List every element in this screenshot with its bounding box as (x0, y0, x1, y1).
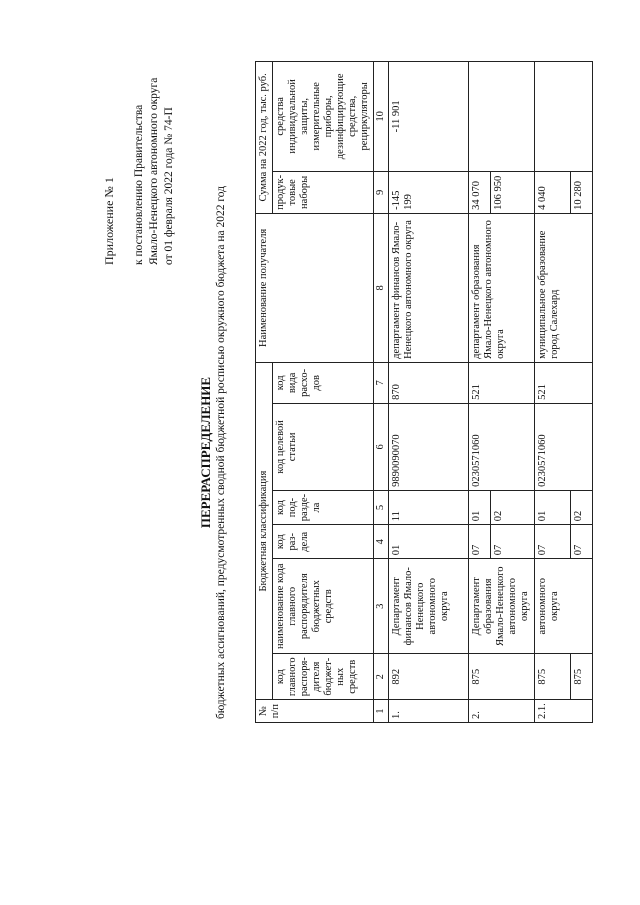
header-row (256, 61, 273, 722)
target-code: 9890090070 (389, 403, 469, 490)
column-number: 6 (374, 403, 389, 490)
food-sets-amount: 106 950 (491, 171, 535, 213)
row-num: 2.1. (535, 700, 593, 723)
section-code: 07 (535, 525, 571, 559)
appendix-title: Приложение № 1 (102, 177, 116, 265)
gr-code: 892 (389, 654, 469, 700)
header-section-code: код раз-дела (273, 525, 374, 559)
gr-name: Департамент финансов Ямало-Ненецкого автономного округа (389, 559, 469, 654)
column-number: 4 (374, 525, 389, 559)
gr-code: 875 (571, 654, 593, 700)
column-number: 3 (374, 559, 389, 654)
header-num: № п/п (256, 700, 374, 723)
gr-code: 875 (535, 654, 571, 700)
header-food-sets: продук-товые наборы (273, 171, 374, 213)
header-gr-name: наименование кода главного распорядителя бюджетных средств (273, 559, 374, 654)
food-sets-amount: 4 040 (535, 171, 571, 213)
table-row (469, 61, 491, 722)
column-number: 1 (374, 700, 389, 723)
column-number-row (374, 61, 389, 722)
header-row (273, 61, 374, 722)
protection-amount (469, 61, 535, 171)
subsection-code: 02 (571, 490, 593, 524)
section-code: 01 (389, 525, 469, 559)
subsection-code: 02 (491, 490, 535, 524)
header-subsection-code: код под-разде-ла (273, 490, 374, 524)
header-recipient-name: Наименование получателя (256, 213, 374, 362)
appendix-reference-line: к постановлению Правительства (133, 104, 145, 265)
appendix-reference-line: от 01 февраля 2022 года № 74-П (163, 107, 175, 265)
subsection-code: 01 (535, 490, 571, 524)
header-sum-2022: Сумма на 2022 год, тыс. руб. (256, 61, 273, 213)
header-gr-code: код главного распоря-дителя бюджет-ных средств (273, 654, 374, 700)
section-code: 07 (469, 525, 491, 559)
expense-type-code: 870 (389, 362, 469, 403)
gr-code: 875 (469, 654, 535, 700)
column-number: 8 (374, 213, 389, 362)
expense-type-code: 521 (535, 362, 593, 403)
header-protection: средства индивидуальной защиты, измерительные приборы, дезинфицирующие средства, рециркуляторы (273, 61, 374, 171)
table-row (535, 61, 571, 722)
table-row (389, 61, 469, 722)
recipient-name: департамент образования Ямало-Ненецкого автономного округа (469, 213, 535, 362)
budget-table (255, 61, 593, 723)
target-code: 0230571060 (535, 403, 593, 490)
header-target-code: код целевой статьи (273, 403, 374, 490)
expense-type-code: 521 (469, 362, 535, 403)
food-sets-amount: 10 280 (571, 171, 593, 213)
subsection-code: 01 (469, 490, 491, 524)
food-sets-amount: 34 070 (469, 171, 491, 213)
header-expense-type-code: код вида расхо-дов (273, 362, 374, 403)
recipient-name: муниципальное образование город Салехард (535, 213, 593, 362)
subsection-code: 11 (389, 490, 469, 524)
column-number: 2 (374, 654, 389, 700)
column-number: 10 (374, 61, 389, 171)
section-code: 07 (491, 525, 535, 559)
gr-name: Департамент образования Ямало-Ненецкого автономного округа (469, 559, 535, 654)
protection-amount: -11 901 (389, 61, 469, 171)
protection-amount (535, 61, 593, 171)
row-num: 2. (469, 700, 535, 723)
appendix-reference (132, 15, 177, 265)
food-sets-amount: -145 199 (389, 171, 469, 213)
recipient-name: департамент финансов Ямало-Ненецкого автономного округа (389, 213, 469, 362)
section-code: 07 (571, 525, 593, 559)
column-number: 9 (374, 171, 389, 213)
target-code: 0230571060 (469, 403, 535, 490)
header-budget-classification: Бюджетная классификация (256, 362, 273, 699)
document-title: ПЕРЕРАСПРЕДЕЛЕНИЕ (198, 376, 213, 529)
gr-name: автономного округа (535, 559, 593, 654)
column-number: 5 (374, 490, 389, 524)
document-subtitle: бюджетных ассигнований, предусмотренных сводной бюджетной росписью окружного бюджета на 2022 год (215, 185, 227, 720)
row-num: 1. (389, 700, 469, 723)
column-number: 7 (374, 362, 389, 403)
appendix-reference-line: Ямало-Ненецкого автономного округа (148, 77, 160, 265)
